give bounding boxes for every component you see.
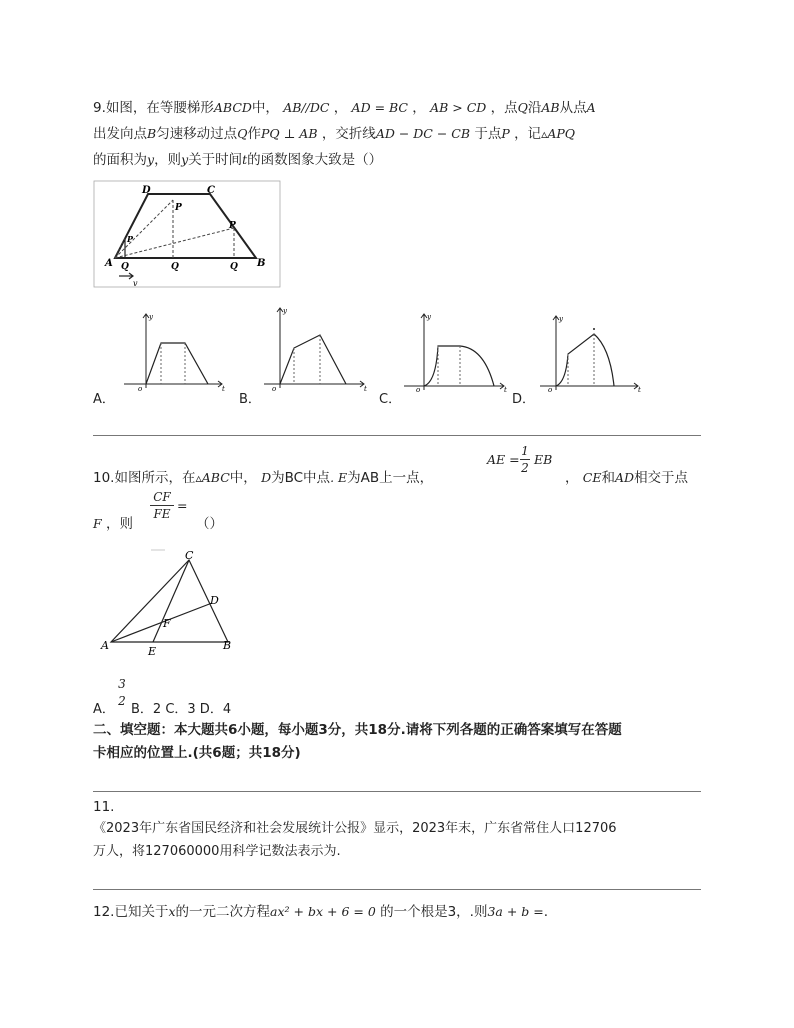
label-D: D bbox=[210, 594, 219, 607]
q9-graph-b bbox=[260, 304, 372, 392]
graph-c-o: o bbox=[416, 386, 421, 392]
label-C: C bbox=[185, 549, 194, 562]
q9-line-3: 的面积为y，则y关于时间t的函数图象大致是（） bbox=[93, 152, 383, 168]
q10-fraction-cf-fe: CF FE bbox=[150, 490, 174, 521]
label-F: F bbox=[163, 617, 171, 630]
q10-paren: （） bbox=[196, 516, 223, 532]
q10-line-1b: ， CE和AD相交于点 bbox=[565, 470, 689, 486]
section2-heading-line2: 卡相应的位置上.(共6题；共18分) bbox=[93, 745, 301, 761]
q9-line-1: 9.如图，在等腰梯形ABCD中， AB//DC ， AD = BC ， AB > CD ，点Q沿AB从点A bbox=[93, 100, 596, 116]
label-Q2: Q bbox=[171, 262, 179, 272]
option-d[interactable]: D． bbox=[512, 392, 536, 407]
graph-c-t: t bbox=[504, 386, 507, 392]
label-Q3: Q bbox=[230, 262, 238, 272]
q11-number: 11. bbox=[93, 799, 115, 815]
q10-fraction-half: 1 2 bbox=[521, 444, 529, 475]
label-v: v bbox=[133, 279, 138, 288]
graph-c-y: y bbox=[427, 313, 431, 321]
label-A: A bbox=[105, 258, 113, 269]
q9-graph-a bbox=[118, 308, 230, 392]
label-B: B bbox=[223, 639, 232, 652]
section2-heading-line1: 二、填空题：本大题共6小题，每小题3分，共18分.请将下列各题的正确答案填写在答题 bbox=[93, 722, 622, 738]
graph-b-t: t bbox=[364, 385, 367, 392]
q9-line-2: 出发向点B匀速移动过点Q作PQ ⊥ AB ，交折线AD − DC − CB 于点P ，记▵APQ bbox=[93, 126, 576, 142]
divider-2 bbox=[93, 791, 701, 792]
graph-d-t: t bbox=[638, 386, 641, 392]
label-E: E bbox=[148, 645, 157, 658]
graph-a-o: o bbox=[138, 385, 143, 392]
q12-line: 12.已知关于x的一元二次方程ax² + bx + 6 = 0 的一个根是3，.则3a + b =. bbox=[93, 904, 549, 920]
q10-equals: = bbox=[177, 498, 188, 513]
label-A: A bbox=[101, 639, 109, 652]
q12-number: 12. bbox=[93, 904, 115, 920]
q11-line-1: 《2023年广东省国民经济和社会发展统计公报》显示，2023年末，广东省常住人口12706 bbox=[93, 821, 617, 836]
graph-d-y: y bbox=[559, 315, 563, 323]
graph-b-o: o bbox=[272, 385, 277, 392]
graph-b-y: y bbox=[283, 307, 287, 315]
graph-d-o: o bbox=[548, 386, 553, 392]
q9-graph-c bbox=[402, 310, 512, 392]
q10-frac-rhs: EB bbox=[534, 452, 553, 467]
label-B: B bbox=[257, 258, 266, 269]
divider-3 bbox=[93, 889, 701, 890]
q10-number: 10. bbox=[93, 470, 115, 486]
label-P2: P bbox=[229, 221, 236, 231]
q9-graph-d bbox=[538, 312, 644, 392]
label-P1: P bbox=[175, 203, 182, 213]
q9-trapezoid-figure bbox=[93, 180, 283, 290]
q10-line-2: F ，则 bbox=[93, 516, 133, 532]
q10-option-a-fraction: 3 2 bbox=[118, 677, 126, 708]
option-b[interactable]: B． bbox=[239, 392, 261, 407]
q10-triangle-figure bbox=[93, 546, 238, 658]
option-c[interactable]: C． bbox=[379, 392, 402, 407]
option-a[interactable]: A． bbox=[93, 392, 115, 407]
label-C: C bbox=[207, 185, 215, 196]
graph-a-y: y bbox=[149, 313, 153, 321]
q10-option-a[interactable]: A． bbox=[93, 702, 115, 717]
divider-1 bbox=[93, 435, 701, 436]
q9-number: 9. bbox=[93, 100, 106, 116]
graph-a-t: t bbox=[222, 385, 225, 392]
label-P3: P bbox=[127, 234, 134, 244]
label-Q1: Q bbox=[121, 262, 129, 272]
q11-line-2: 万人，将127060000用科学记数法表示为. bbox=[93, 844, 341, 859]
q10-line-1: 10.如图所示，在▵ABC中， D为BC中点. E为AB上一点， bbox=[93, 470, 434, 486]
q10-options-bcd[interactable]: B．2 C．3 D．4 bbox=[131, 702, 232, 717]
q10-frac-lhs: AE = bbox=[487, 452, 520, 467]
label-D: D bbox=[142, 185, 151, 196]
